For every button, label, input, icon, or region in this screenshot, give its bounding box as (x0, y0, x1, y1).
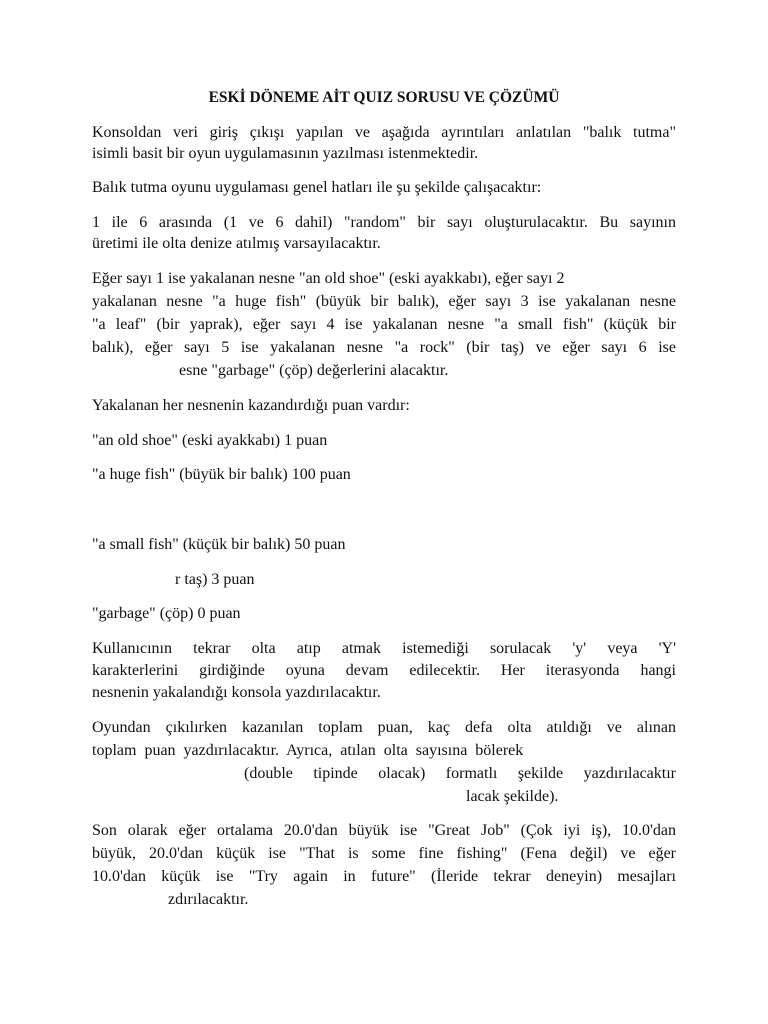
paragraph-line: karakterlerini girdiğinde oyuna devam edilecektir. Her iterasyonda hangi (92, 662, 676, 679)
paragraph-line: Oyundan çıkılırken kazanılan toplam puan, kaç defa olta atıldığı ve alınan (92, 719, 676, 736)
paragraph-line: "a leaf" (bir yaprak), eğer sayı 4 ise yakalanan nesne "a small fish" (küçük bir (92, 316, 676, 333)
paragraph-line: Son olarak eğer ortalama 20.0'dan büyük ise "Great Job" (Çok iyi iş), 10.0'dan (92, 822, 676, 839)
list-item: "an old shoe" (eski ayakkabı) 1 puan (92, 432, 328, 449)
paragraph-line: lacak şekilde). (466, 788, 559, 805)
paragraph-line: isimli basit bir oyun uygulamasının yazılması istenmektedir. (92, 145, 479, 162)
paragraph-line: balık), eğer sayı 5 ise yakalanan nesne "a rock" (bir taş) ve eğer sayı 6 ise (92, 339, 676, 356)
paragraph-line: Eğer sayı 1 ise yakalanan nesne "an old shoe" (eski ayakkabı), eğer sayı 2 (92, 270, 565, 287)
paragraph-line: büyük, 20.0'dan küçük ise "That is some fine fishing" (Fena değil) ve eğer (92, 845, 676, 862)
paragraph-line: Konsoldan veri giriş çıkışı yapılan ve aşağıda ayrıntıları anlatılan "balık tutma" (92, 124, 676, 141)
paragraph-line: Yakalanan her nesnenin kazandırdığı puan vardır: (92, 397, 410, 414)
list-item: r taş) 3 puan (175, 571, 255, 588)
list-item: "garbage" (çöp) 0 puan (92, 605, 241, 622)
document-title: ESKİ DÖNEME AİT QUIZ SORUSU VE ÇÖZÜMÜ (208, 89, 560, 106)
paragraph-line: esne "garbage" (çöp) değerlerini alacaktır. (179, 362, 449, 379)
paragraph-line: Balık tutma oyunu uygulaması genel hatları ile şu şekilde çalışacaktır: (92, 179, 542, 196)
paragraph-line: toplam puan yazdırılacaktır. Ayrıca, atılan olta sayısına bölerek (92, 742, 524, 759)
paragraph-line: zdırılacaktır. (168, 891, 249, 908)
paragraph-line: Kullanıcının tekrar olta atıp atmak istemediği sorulacak 'y' veya 'Y' (92, 640, 676, 657)
list-item: "a huge fish" (büyük bir balık) 100 puan (92, 466, 351, 483)
paragraph-line: 1 ile 6 arasında (1 ve 6 dahil) "random" bir sayı oluşturulacaktır. Bu sayının (92, 214, 676, 231)
paragraph-line: yakalanan nesne "a huge fish" (büyük bir balık), eğer sayı 3 ise yakalanan nesne (92, 293, 676, 310)
paragraph-line: üretimi ile olta denize atılmış varsayılacaktır. (92, 235, 381, 252)
paragraph-line: nesnenin yakalandığı konsola yazdırılacaktır. (92, 684, 381, 701)
paragraph-line: 10.0'dan küçük ise "Try again in future" (İleride tekrar deneyin) mesajları (92, 868, 676, 885)
paragraph-line: (double tipinde olacak) formatlı şekilde yazdırılacaktır (244, 765, 676, 782)
list-item: "a small fish" (küçük bir balık) 50 puan (92, 536, 346, 553)
